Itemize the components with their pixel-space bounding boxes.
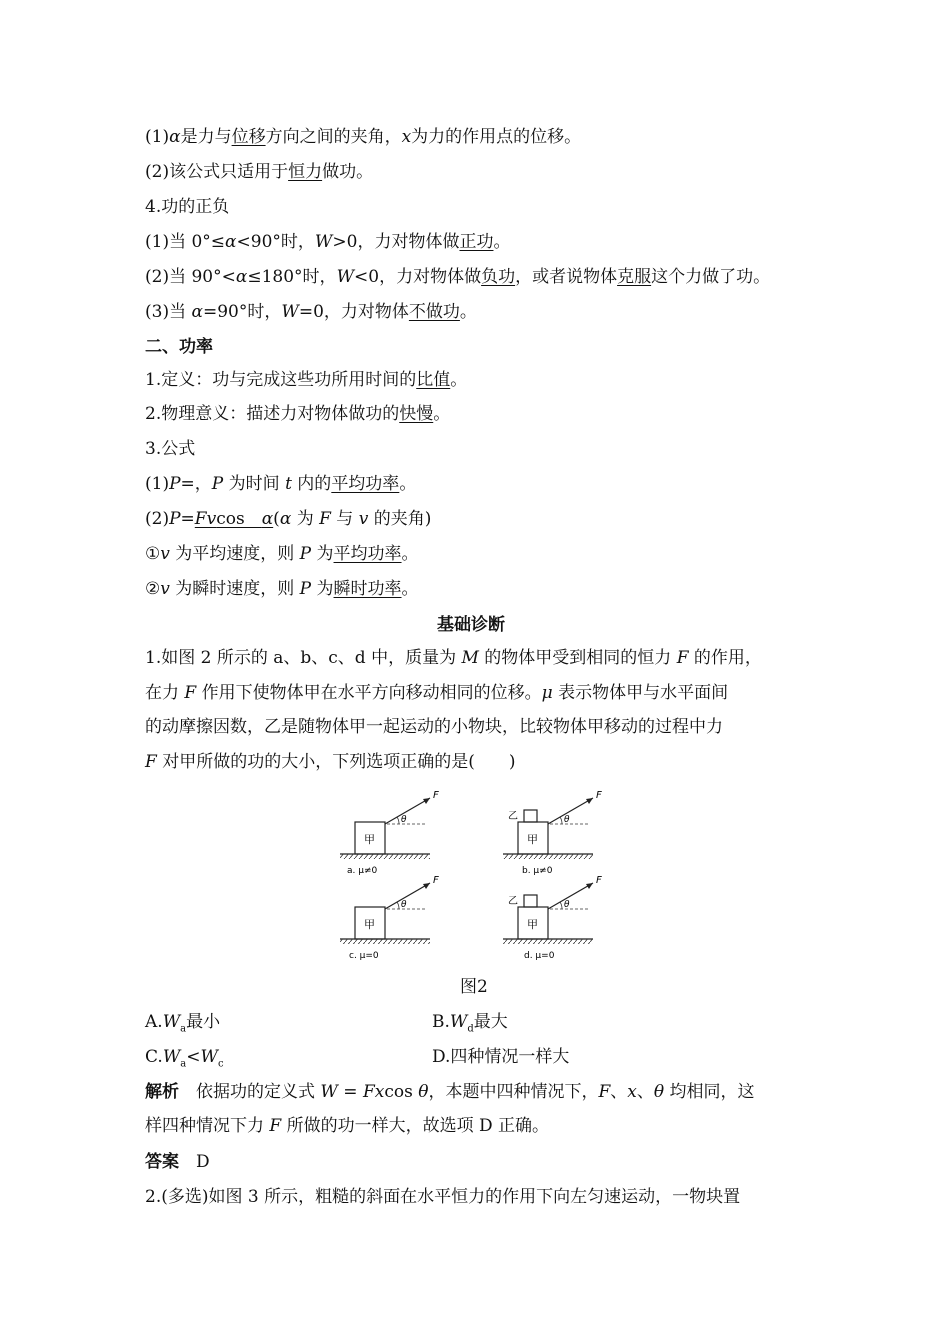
label-theta: θ xyxy=(401,815,407,825)
label-jia: 甲 xyxy=(364,833,375,846)
label-theta: θ xyxy=(564,900,570,910)
text-line: (2)P=Fvcos α(α 为 F 与 v 的夹角) xyxy=(145,509,432,529)
label-jia: 甲 xyxy=(527,918,538,931)
panel-d xyxy=(503,875,602,961)
panel-b xyxy=(503,790,602,876)
text-line: ②v 为瞬时速度，则 P 为瞬时功率。 xyxy=(145,579,419,599)
text-line: 3.公式 xyxy=(145,439,196,459)
question-line: 的动摩擦因数，乙是随物体甲一起运动的小物块，比较物体甲移动的过程中力 xyxy=(145,717,723,737)
text-line: 4.功的正负 xyxy=(145,197,230,217)
block-yi xyxy=(524,895,537,907)
option-a: $A.W_a$最小 xyxy=(145,1012,221,1035)
question-line: 2.(多选)如图 3 所示，粗糙的斜面在水平恒力的作用下向左匀速运动，一物块置 xyxy=(145,1187,741,1207)
answer-value: D xyxy=(196,1152,210,1172)
text-line: (2)该公式只适用于恒力做功。 xyxy=(145,162,374,182)
label-jia: 甲 xyxy=(527,833,538,846)
block-yi xyxy=(524,810,537,822)
caption-a: a. μ≠0 xyxy=(347,866,378,876)
figure-2-diagram xyxy=(335,786,625,964)
force-arrow xyxy=(385,883,430,909)
text-line: (3)当 α=90°时，W=0，力对物体不做功。 xyxy=(145,302,477,322)
question-line: 在力 F 作用下使物体甲在水平方向移动相同的位移。μ 表示物体甲与水平面间 xyxy=(145,683,729,703)
analysis-label: 解析 xyxy=(145,1082,179,1102)
text-line: (1)当 0°≤α<90°时，W>0，力对物体做正功。 xyxy=(145,232,511,252)
text-line: (2)当 90°<α≤180°时，W<0，力对物体做负功，或者说物体克服这个力做了功。 xyxy=(145,267,771,287)
answer-line xyxy=(145,1150,210,1174)
caption-d: d. μ=0 xyxy=(524,951,555,961)
text-line: 2.物理意义：描述力对物体做功的快慢。 xyxy=(145,404,451,424)
force-arrow xyxy=(548,798,593,824)
caption-b: b. μ≠0 xyxy=(522,866,553,876)
panel-a xyxy=(340,790,439,876)
section-title: 二、功率 xyxy=(145,337,213,357)
analysis-line: 解析 依据功的定义式 W = Fxcos θ，本题中四种情况下，F、x、θ 均相同，这 xyxy=(145,1082,755,1102)
force-arrow xyxy=(385,798,430,824)
text-line: ①v 为平均速度，则 P 为平均功率。 xyxy=(145,544,419,564)
label-F: F xyxy=(433,790,439,801)
label-jia: 甲 xyxy=(364,918,375,931)
caption-c: c. μ=0 xyxy=(349,951,379,961)
force-arrow xyxy=(548,883,593,909)
label-F: F xyxy=(433,875,439,886)
option-d: D.四种情况一样大 xyxy=(432,1047,570,1067)
text-line: 1.定义：功与完成这些功所用时间的比值。 xyxy=(145,370,468,390)
question-line: 1.如图 2 所示的 a、b、c、d 中，质量为 M 的物体甲受到相同的恒力 F 的作用， xyxy=(145,648,762,668)
label-F: F xyxy=(596,790,602,801)
answer-label: 答案 xyxy=(145,1152,179,1172)
figure-caption: 图2 xyxy=(460,977,488,997)
option-b: $B.W_d$最大 xyxy=(432,1012,508,1035)
analysis-line: 样四种情况下力 F 所做的功一样大，故选项 D 正确。 xyxy=(145,1116,550,1136)
panel-c xyxy=(340,875,439,961)
section-heading: 基础诊断 xyxy=(437,615,505,635)
option-c: $C.W_a<W_c$ xyxy=(145,1047,224,1070)
label-theta: θ xyxy=(401,900,407,910)
question-line: F 对甲所做的功的大小，下列选项正确的是( ) xyxy=(145,752,516,772)
text-line: (1)P=，P 为时间 t 内的平均功率。 xyxy=(145,474,417,494)
label-yi: 乙 xyxy=(508,896,518,907)
label-F: F xyxy=(596,875,602,886)
text-line: (1)α是力与位移方向之间的夹角，x为力的作用点的位移。 xyxy=(145,127,582,147)
label-theta: θ xyxy=(564,815,570,825)
label-yi: 乙 xyxy=(508,811,518,822)
